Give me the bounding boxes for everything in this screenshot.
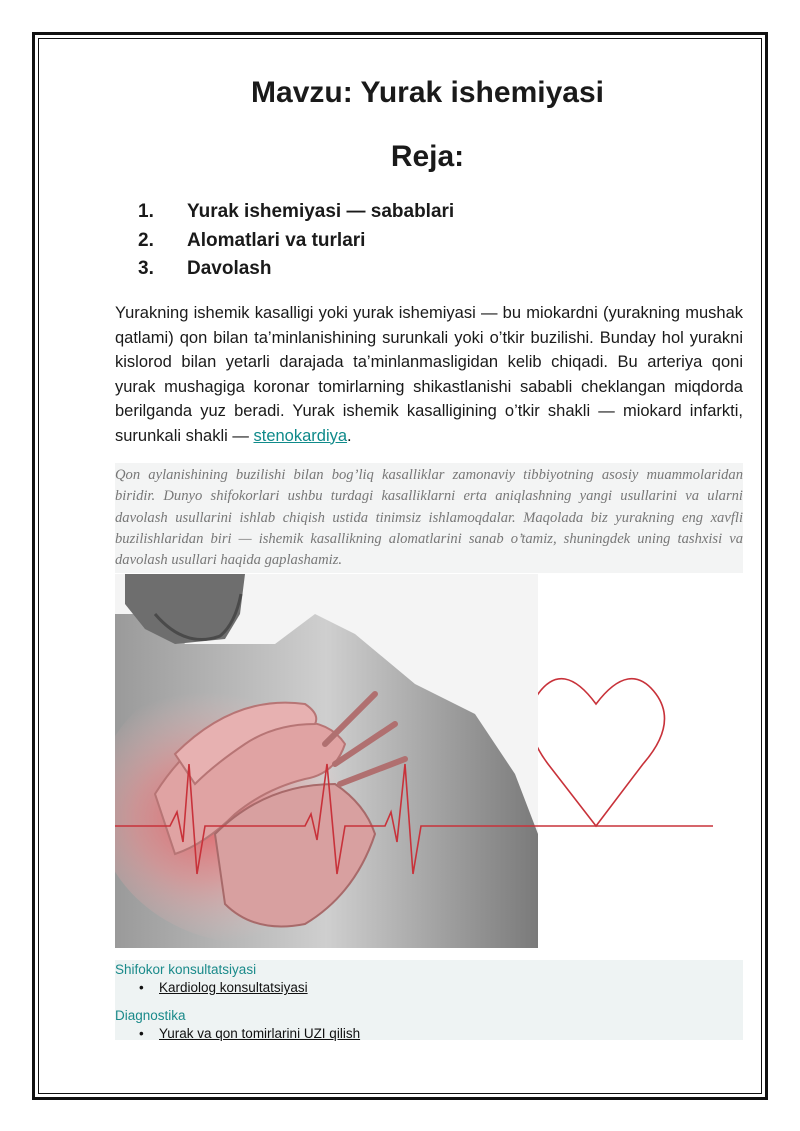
stenokardiya-link[interactable]: stenokardiya <box>253 426 348 445</box>
heart-ultrasound-link[interactable]: Yurak va qon tomirlarini UZI qilish <box>159 1026 361 1041</box>
plan-heading: Reja: <box>390 140 465 173</box>
plan-item-text: Alomatlari va turlari <box>187 229 366 251</box>
intro-paragraph <box>115 301 743 448</box>
plan-item <box>138 257 454 286</box>
chest-pain-photo <box>115 574 538 948</box>
plan-item <box>138 229 454 258</box>
intro-text: Yurakning ishemik kasalligi yoki yurak ishemiyasi — bu miokardni (yurakning mushak qatlami) qon bilan ta’minlanishining surunkali yoki o’tkir buzilishi. Bunday hol yurakni kislorod bilan yetarli darajada ta’minlanmasligidan kelib chiqadi. Bu arteriya qoni yurak mushagiga koronar tomirlarning shikastlanishi sababli cheklangan miqdorda berilganda yuz beradi. Yurak ishemik kasalligining o’tkir shakli — miokard infarkti, surunkali shakli — <box>115 304 743 445</box>
plan-item-number: 1. <box>138 201 154 222</box>
section-doctor-consultation: Shifokor konsultatsiyasi <box>115 962 257 977</box>
related-links-panel <box>115 960 743 1040</box>
heart-ecg-graphic <box>538 574 743 948</box>
plan-item-text: Yurak ishemiyasi — sabablari <box>187 201 455 222</box>
bullet-icon: • <box>139 980 144 995</box>
italic-quote: Qon aylanishining buzilishi bilan bog’liq kasalliklar zamonaviy tibbiyotning asosiy muammolaridan biridir. Dunyo shifokorlari ushbu turdagi kasalliklarni erta aniqlashning yangi usullarini va ularni davolash usullarini ishlab chiqish ustida tinimsiz ishlamoqdalar. Maqolada biz yurakning eng xavfli buzilishlaridan biri — ishemik kasallikning alomatlarini sanab o’tamiz, shuningdek uning tashxisi va davolash usullari haqida gaplashamiz. <box>115 463 743 573</box>
bullet-icon: • <box>139 1026 144 1041</box>
cardiologist-consultation-link[interactable]: Kardiolog konsultatsiyasi <box>159 980 308 995</box>
list-item <box>139 1026 360 1041</box>
plan-item-text: Davolash <box>187 258 272 279</box>
plan-list <box>138 200 454 286</box>
plan-item <box>138 200 454 229</box>
plan-item-number: 3. <box>138 258 154 279</box>
section-diagnostics: Diagnostika <box>115 1008 186 1023</box>
list-item <box>139 980 308 995</box>
page-title: Mavzu: Yurak ishemiyasi <box>251 76 604 109</box>
plan-item-number: 2. <box>138 229 154 251</box>
intro-end: . <box>347 426 352 445</box>
